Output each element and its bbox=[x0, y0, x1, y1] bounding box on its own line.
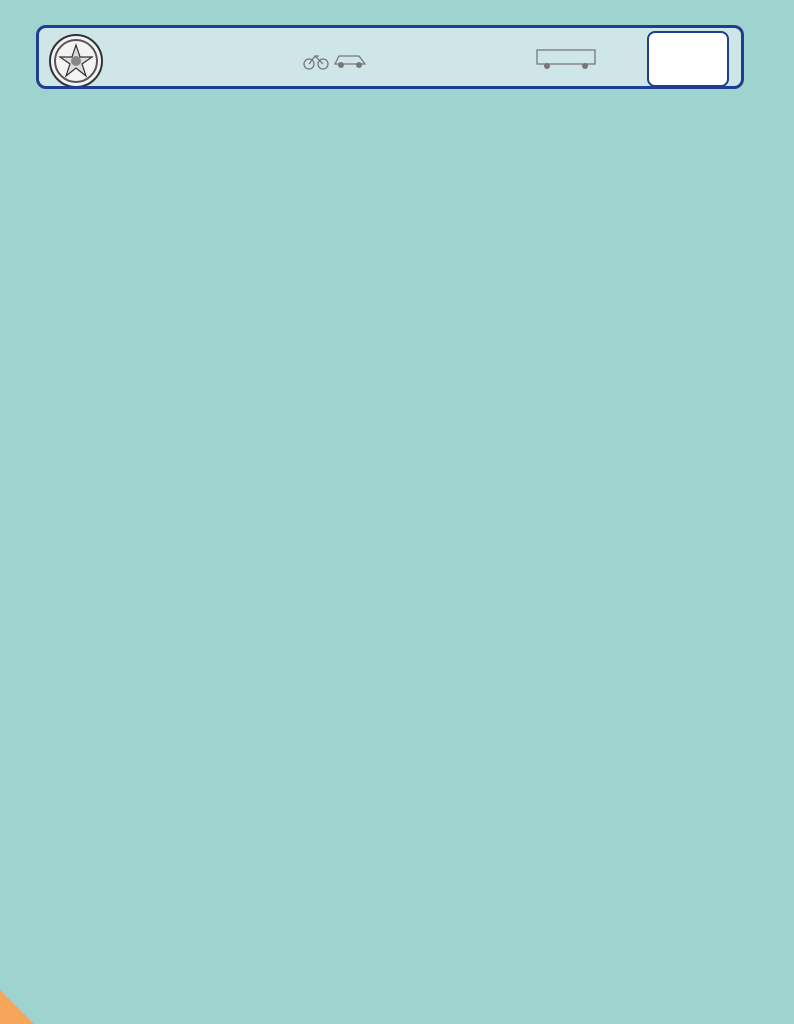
vehicles-icon bbox=[301, 48, 601, 70]
republic-emblem-icon bbox=[49, 34, 103, 88]
header bbox=[36, 25, 744, 89]
scheda-number-box bbox=[647, 31, 729, 87]
corner-decoration bbox=[0, 990, 34, 1024]
